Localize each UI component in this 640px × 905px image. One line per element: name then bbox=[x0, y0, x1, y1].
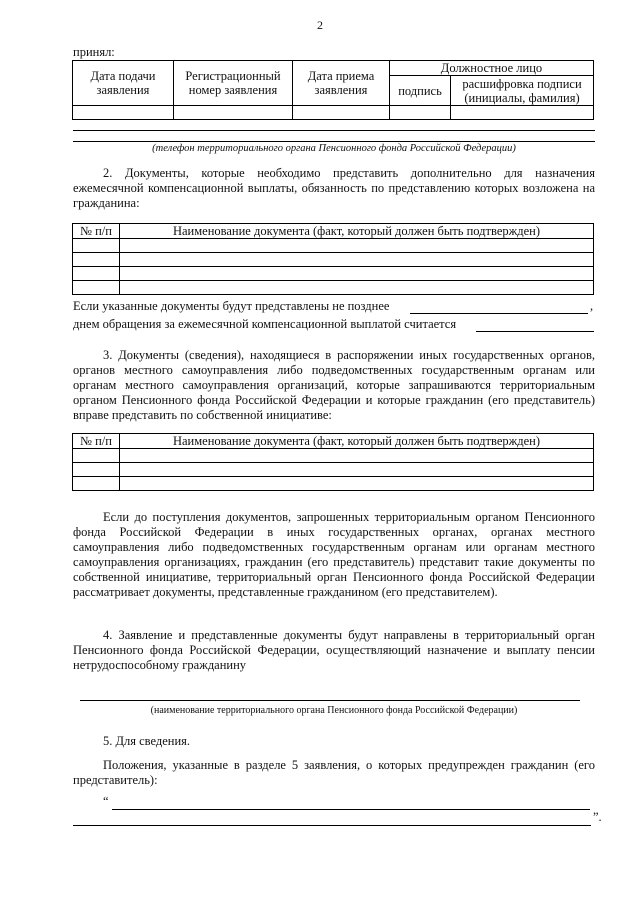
phone-line bbox=[73, 130, 595, 131]
table-cell bbox=[390, 106, 451, 120]
table-cell bbox=[120, 267, 594, 281]
appeal-day-text: днем обращения за ежемесячной компенсационной выплатой считается bbox=[73, 317, 457, 331]
accepted-label: принял: bbox=[73, 45, 115, 59]
section3-text: 3. Документы (сведения), находящиеся в распоряжении иных государственных органов, органов местного самоуправления либо подведомственных государственным органам или органам местного самоуправления организаций, которые запрашиваются территориальным органом Пенсионного фонда Российской Федерации и которые гражданин (его представитель) вправе представить по собственной инициативе: bbox=[73, 348, 595, 422]
provisions-line-1 bbox=[112, 809, 590, 810]
section3-note: Если до поступления документов, запрошенных территориальным органом Пенсионного фонда Российской Федерации в иных государственных органах, органах местного самоуправления либо подведомственных государственным органам или органам местного самоуправления организациях, гражданин (его представитель) представит такие документы по собственной инициативе, территориальный орган Пенсионного фонда Российской Федерации рассматривает документы, представленные гражданином (его представителем). bbox=[73, 510, 595, 599]
table-cell bbox=[73, 463, 120, 477]
org-name-caption: (наименование территориального органа Пенсионного фонда Российской Федерации) bbox=[150, 705, 518, 716]
col-name: Наименование документа (факт, который должен быть подтвержден) bbox=[120, 224, 594, 239]
deadline-comma: , bbox=[590, 299, 594, 313]
appeal-day-line bbox=[476, 331, 594, 332]
table-cell bbox=[73, 253, 120, 267]
table-cell bbox=[73, 281, 120, 295]
section5-title: 5. Для сведения. bbox=[103, 734, 191, 748]
table-cell bbox=[120, 463, 594, 477]
table-cell bbox=[293, 106, 390, 120]
col-signature: подпись bbox=[390, 76, 451, 106]
col-name: Наименование документа (факт, который должен быть подтвержден) bbox=[120, 434, 594, 449]
table-cell bbox=[73, 267, 120, 281]
col-num: № п/п bbox=[73, 224, 120, 239]
phone-line-2 bbox=[73, 141, 595, 142]
deadline-line bbox=[410, 313, 588, 314]
col-reg-number: Регистрационный номер заявления bbox=[174, 61, 293, 106]
table-cell bbox=[73, 106, 174, 120]
provisions-line-2 bbox=[73, 825, 591, 826]
table-cell bbox=[73, 477, 120, 491]
deadline-text: Если указанные документы будут представлены не позднее bbox=[73, 299, 390, 313]
page-number: 2 bbox=[317, 18, 323, 32]
org-name-line bbox=[80, 700, 580, 701]
table-cell bbox=[120, 239, 594, 253]
col-official: Должностное лицо bbox=[390, 61, 594, 76]
col-decoding: расшифровка подписи (инициалы, фамилия) bbox=[451, 76, 594, 106]
section4-text: 4. Заявление и представленные документы будут направлены в территориальный орган Пенсионного фонда Российской Федерации, осуществляющий назначение и выплату пенсии нетрудоспособному гражданину bbox=[73, 628, 595, 672]
col-num: № п/п bbox=[73, 434, 120, 449]
table-cell bbox=[451, 106, 594, 120]
table-cell bbox=[120, 449, 594, 463]
table-cell bbox=[120, 477, 594, 491]
phone-caption: (телефон территориального органа Пенсионного фонда Российской Федерации) bbox=[152, 143, 516, 154]
table-cell bbox=[73, 239, 120, 253]
section2-text: 2. Документы, которые необходимо представить дополнительно для назначения ежемесячной компенсационной выплаты, обязанность по представлению которых возложена на гражданина: bbox=[73, 166, 595, 210]
close-quote: ”. bbox=[593, 810, 602, 824]
table-cell bbox=[73, 449, 120, 463]
col-date-submit: Дата подачи заявления bbox=[73, 61, 174, 106]
reception-table bbox=[72, 60, 594, 120]
section5-text: Положения, указанные в разделе 5 заявления, о которых предупрежден гражданин (его представитель): bbox=[73, 758, 595, 787]
col-date-receive: Дата приема заявления bbox=[293, 61, 390, 106]
section2-table bbox=[72, 223, 594, 295]
table-cell bbox=[174, 106, 293, 120]
table-cell bbox=[120, 281, 594, 295]
section3-table bbox=[72, 433, 594, 491]
table-cell bbox=[120, 253, 594, 267]
open-quote: “ bbox=[103, 794, 109, 808]
